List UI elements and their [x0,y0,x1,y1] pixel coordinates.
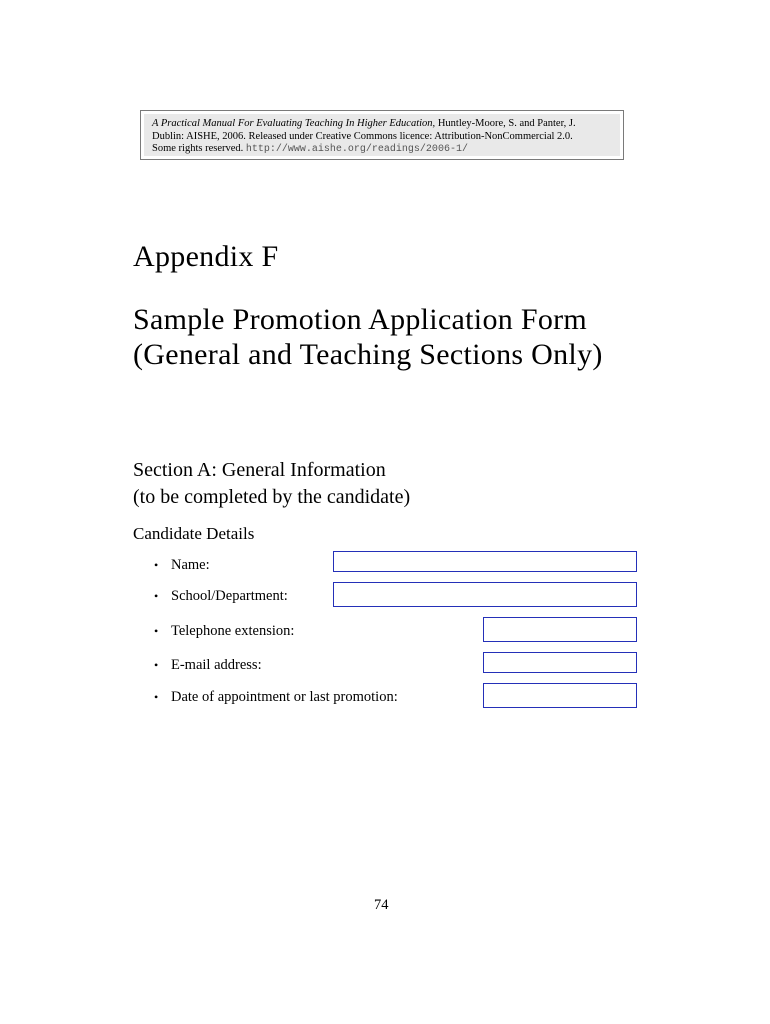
telephone-extension-input[interactable] [483,617,637,642]
citation-text [144,114,620,156]
bullet-icon: • [154,690,159,704]
section-heading [133,457,633,511]
appointment-date-field-label [154,689,398,706]
name-label-text: Name: [171,557,210,573]
citation-book-title: A Practical Manual For Evaluating Teaching In Higher Education, [152,118,436,129]
school-department-label-text: School/Department: [171,588,288,604]
subsection-heading: Candidate Details [133,524,255,543]
bullet-icon: • [154,589,159,603]
school-department-input[interactable] [333,582,637,607]
bullet-icon: • [154,624,159,638]
school-department-field-label [154,588,288,605]
name-field-label [154,557,210,574]
telephone-extension-label-text: Telephone extension: [171,623,295,639]
email-address-label-text: E-mail address: [171,657,262,673]
name-input[interactable] [333,551,637,572]
appendix-label: Appendix F [133,240,279,273]
email-address-input[interactable] [483,652,637,673]
appointment-date-label-text: Date of appointment or last promotion: [171,689,398,705]
bullet-icon: • [154,558,159,572]
citation-authors: Huntley-Moore, S. and Panter, J. [435,118,576,129]
telephone-extension-field-label [154,623,294,640]
page-number: 74 [374,897,389,913]
bullet-icon: • [154,658,159,672]
email-address-field-label [154,657,262,674]
section-heading-line2: (to be completed by the candidate) [133,486,411,508]
section-heading-line1: Section A: General Information [133,459,386,481]
citation-rights: Some rights reserved. [152,143,246,154]
page-title: Sample Promotion Application Form (General and Teaching Sections Only) [133,303,603,371]
appointment-date-input[interactable] [483,683,637,708]
citation-box [140,110,624,160]
citation-publisher: Dublin: AISHE, 2006. Released under Creative Commons licence: Attribution-NonCommercial 2.0. [152,130,573,142]
citation-url-link[interactable]: http://www.aishe.org/readings/2006-1/ [245,144,468,155]
